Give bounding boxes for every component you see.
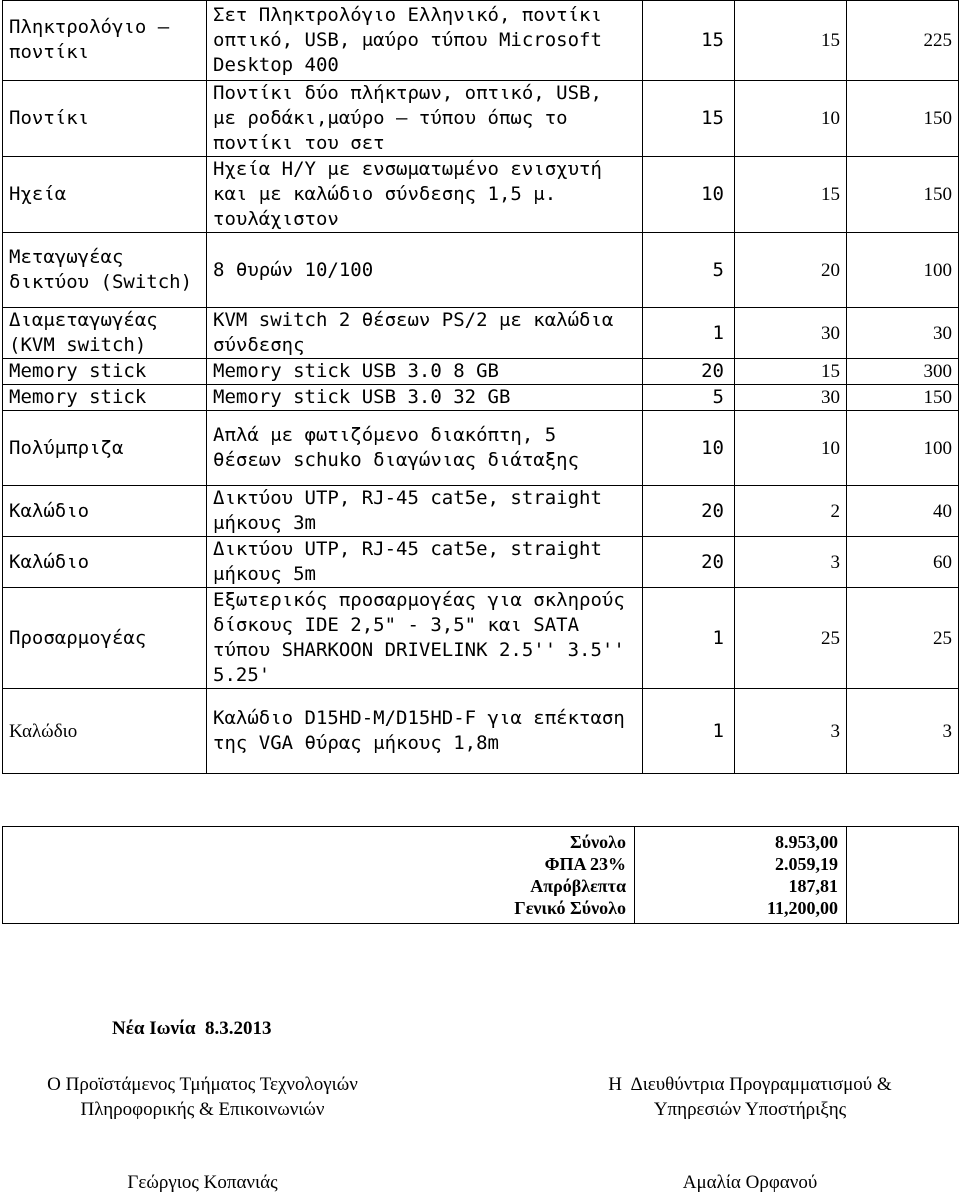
- signatory-right-title: [570, 1072, 930, 1122]
- table-row: [3, 385, 959, 411]
- item-description: Ηχεία Η/Υ με ενσωματωμένο ενισχυτή και με καλώδιο σύνδεσης 1,5 μ. τουλάχιστον: [207, 157, 643, 233]
- item-description: Δικτύου UTP, RJ-45 cat5e, straight μήκους 5m: [207, 537, 643, 588]
- item-quantity: 10: [643, 411, 735, 486]
- table-row: [3, 411, 959, 486]
- item-quantity: 1: [643, 689, 735, 774]
- vat-value: 2.059,19: [775, 854, 838, 874]
- item-total: 300: [847, 359, 959, 385]
- items-table: [2, 0, 959, 774]
- item-quantity: 20: [643, 359, 735, 385]
- item-name: Μεταγωγέας δικτύου (Switch): [3, 233, 207, 308]
- totals-table: [2, 826, 959, 924]
- item-description: Απλά με φωτιζόμενο διακόπτη, 5 θέσεων schuko διαγώνιας διάταξης: [207, 411, 643, 486]
- item-name: Προσαρμογέας: [3, 588, 207, 689]
- item-quantity: 1: [643, 308, 735, 359]
- item-description: Δικτύου UTP, RJ-45 cat5e, straight μήκους 3m: [207, 486, 643, 537]
- vat-label: ΦΠΑ 23%: [544, 854, 626, 874]
- item-description: Σετ Πληκτρολόγιο Ελληνικό, ποντίκι οπτικό, USB, μαύρο τύπου Microsoft Desktop 400: [207, 1, 643, 81]
- item-name: Ποντίκι: [3, 81, 207, 157]
- item-quantity: 10: [643, 157, 735, 233]
- signatory-right-title-line1: Η Διευθύντρια Προγραμματισμού &: [608, 1074, 892, 1095]
- totals-labels: [3, 827, 635, 924]
- item-description: Ποντίκι δύο πλήκτρων, οπτικό, USB, με ροδάκι,μαύρο – τύπου όπως το ποντίκι του σετ: [207, 81, 643, 157]
- item-unit-price: 30: [735, 385, 847, 411]
- grand-total-label: Γενικό Σύνολο: [514, 898, 626, 918]
- signatory-left-title: [10, 1072, 395, 1122]
- item-description: 8 θυρών 10/100: [207, 233, 643, 308]
- grand-total-value: 11,200,00: [766, 898, 838, 918]
- item-unit-price: 3: [735, 537, 847, 588]
- item-unit-price: 15: [735, 1, 847, 81]
- item-quantity: 20: [643, 537, 735, 588]
- table-row: [3, 486, 959, 537]
- item-unit-price: 20: [735, 233, 847, 308]
- item-quantity: 20: [643, 486, 735, 537]
- item-description: Memory stick USB 3.0 8 GB: [207, 359, 643, 385]
- signatory-left-title-line1: Ο Προϊστάμενος Τμήματος Τεχνολογιών: [47, 1074, 358, 1095]
- item-unit-price: 10: [735, 411, 847, 486]
- table-row: [3, 233, 959, 308]
- item-unit-price: 10: [735, 81, 847, 157]
- subtotal-label: Σύνολο: [570, 832, 626, 852]
- item-unit-price: 15: [735, 157, 847, 233]
- item-total: 150: [847, 157, 959, 233]
- item-unit-price: 15: [735, 359, 847, 385]
- item-quantity: 5: [643, 385, 735, 411]
- item-description: Memory stick USB 3.0 32 GB: [207, 385, 643, 411]
- item-unit-price: 2: [735, 486, 847, 537]
- signatory-right-title-line2: Υπηρεσιών Υποστήριξης: [653, 1099, 847, 1120]
- item-description: Εξωτερικός προσαρμογέας για σκληρούς δίσκους IDE 2,5" - 3,5" και SATA τύπου SHARKOON DRIVELINK 2.5'' 3.5'' 5.25': [207, 588, 643, 689]
- item-quantity: 5: [643, 233, 735, 308]
- item-name: Καλώδιο: [3, 689, 207, 774]
- table-row: [3, 308, 959, 359]
- table-row: [3, 359, 959, 385]
- item-description: KVM switch 2 θέσεων PS/2 με καλώδια σύνδεσης: [207, 308, 643, 359]
- item-total: 150: [847, 81, 959, 157]
- item-name: Πληκτρολόγιο – ποντίκι: [3, 1, 207, 81]
- item-unit-price: 3: [735, 689, 847, 774]
- place-date: Νέα Ιωνία 8.3.2013: [112, 1018, 272, 1039]
- item-description: Καλώδιο D15HD-M/D15HD-F για επέκταση της VGA θύρας μήκους 1,8m: [207, 689, 643, 774]
- item-total: 100: [847, 411, 959, 486]
- totals-empty-cell: [847, 827, 959, 924]
- item-name: Memory stick: [3, 359, 207, 385]
- totals-values: [635, 827, 847, 924]
- table-row: [3, 588, 959, 689]
- item-total: 30: [847, 308, 959, 359]
- item-name: Ηχεία: [3, 157, 207, 233]
- table-row: [3, 157, 959, 233]
- item-name: Πολύμπριζα: [3, 411, 207, 486]
- item-total: 225: [847, 1, 959, 81]
- item-quantity: 15: [643, 81, 735, 157]
- item-total: 3: [847, 689, 959, 774]
- item-total: 100: [847, 233, 959, 308]
- table-row: [3, 689, 959, 774]
- item-name: Memory stick: [3, 385, 207, 411]
- item-unit-price: 25: [735, 588, 847, 689]
- signatory-right-name: Αμαλία Ορφανού: [682, 1172, 818, 1193]
- item-name: Καλώδιο: [3, 486, 207, 537]
- signatory-left-title-line2: Πληροφορικής & Επικοινωνιών: [80, 1099, 325, 1120]
- table-row: [3, 1, 959, 81]
- item-unit-price: 30: [735, 308, 847, 359]
- contingency-label: Απρόβλεπτα: [530, 876, 626, 896]
- contingency-value: 187,81: [788, 876, 838, 896]
- item-quantity: 1: [643, 588, 735, 689]
- item-name: Διαμεταγωγέας (KVM switch): [3, 308, 207, 359]
- item-total: 40: [847, 486, 959, 537]
- item-quantity: 15: [643, 1, 735, 81]
- item-total: 60: [847, 537, 959, 588]
- table-row: [3, 81, 959, 157]
- item-name: Καλώδιο: [3, 537, 207, 588]
- item-total: 25: [847, 588, 959, 689]
- signatory-left-name: Γεώργιος Κοπανιάς: [127, 1172, 278, 1193]
- table-row: [3, 537, 959, 588]
- item-total: 150: [847, 385, 959, 411]
- subtotal-value: 8.953,00: [775, 832, 838, 852]
